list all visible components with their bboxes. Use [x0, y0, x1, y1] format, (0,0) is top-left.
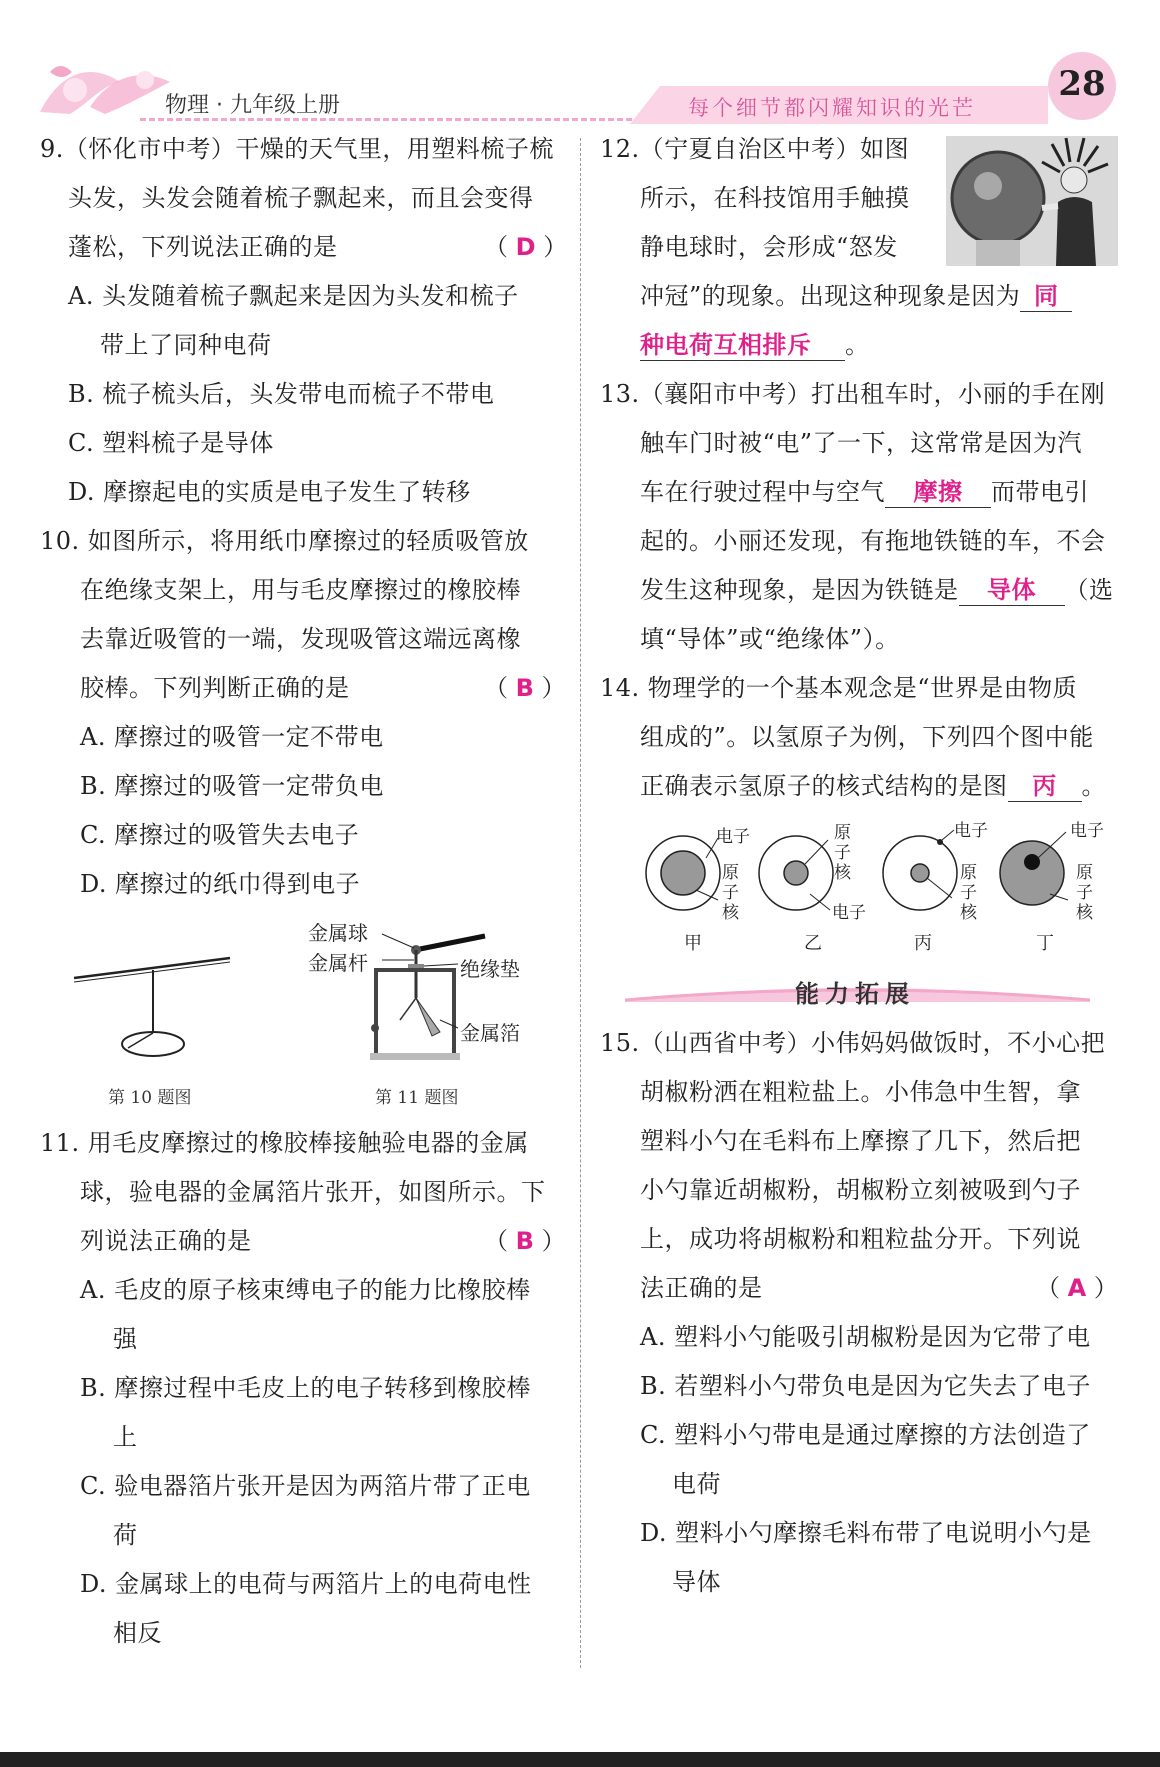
q13-line: 13.（襄阳市中考）打出租车时，小丽的手在刚: [600, 380, 1106, 408]
q14-answer: 丙: [1008, 771, 1082, 802]
atom-ding-nucleus-label-3: 核: [1076, 903, 1093, 923]
q15-option: C. 塑料小勺带电是通过摩擦的方法创造了: [640, 1421, 1091, 1449]
atom-yi-nucleus-label-2: 子: [834, 843, 851, 863]
q11-option: A. 毛皮的原子核束缚电子的能力比橡胶棒: [80, 1276, 531, 1304]
atom-bing-electron-label: 电子: [954, 821, 988, 841]
page-number: 28: [1058, 64, 1106, 104]
atom-fig-label-bing: 丙: [914, 933, 932, 954]
q13-text: 发生这种现象，是因为铁链是: [640, 576, 959, 604]
atom-jia: [646, 836, 720, 910]
q11-option: 上: [113, 1423, 138, 1451]
q12-photo-static-ball: [946, 136, 1118, 266]
column-divider: [580, 138, 581, 1668]
fig11-label-foil: 金属箔: [460, 1021, 520, 1045]
q10-answer-box: （ B ）: [484, 674, 566, 702]
q11-line: 11. 用毛皮摩擦过的橡胶棒接触验电器的金属: [40, 1129, 529, 1157]
atom-fig-label-ding: 丁: [1036, 933, 1054, 954]
q13-line-5: [640, 575, 1114, 606]
q10-line: 在绝缘支架上，用与毛皮摩擦过的橡胶棒: [80, 576, 521, 604]
q11-line: 球，验电器的金属箔片张开，如图所示。下: [80, 1178, 546, 1206]
fig10-caption: 第 10 题图: [108, 1088, 192, 1108]
q11-option: D. 金属球上的电荷与两箔片上的电荷电性: [80, 1570, 532, 1598]
q12-line-4: [640, 281, 1072, 312]
atom-yi-electron-label: 电子: [832, 903, 866, 923]
q10-answer: B: [515, 674, 534, 702]
q10-option: B. 摩擦过的吸管一定带负电: [80, 772, 384, 800]
q12-line: 静电球时，会形成“怒发: [640, 233, 898, 261]
bottom-edge-bar: [0, 1752, 1160, 1767]
fig11-caption: 第 11 题图: [375, 1088, 459, 1108]
q13-line: 起的。小丽还发现，有拖地铁链的车，不会: [640, 527, 1106, 555]
q9-line: 头发，头发会随着梳子飘起来，而且会变得: [68, 184, 534, 212]
q9-answer-box: （ D ）: [484, 233, 568, 261]
q13-text: 而带电引: [991, 478, 1089, 506]
q9-option: D. 摩擦起电的实质是电子发生了转移: [68, 478, 471, 506]
q12-end: 。: [845, 331, 870, 359]
q10-option: D. 摩擦过的纸巾得到电子: [80, 870, 361, 898]
atom-yi-nucleus-label-1: 原: [834, 823, 851, 843]
q13-line-3: [640, 477, 1089, 508]
q13-answer-1: 摩擦: [885, 477, 991, 508]
atom-bing: [883, 830, 957, 910]
q13-line: 触车门时被“电”了一下，这常常是因为汽: [640, 429, 1083, 457]
q9-answer: D: [515, 233, 536, 261]
q15-option: 导体: [672, 1568, 721, 1596]
page-number-badge: [1048, 52, 1116, 120]
fig11-label-rod: 金属杆: [308, 951, 368, 975]
atom-fig-label-yi: 乙: [804, 933, 822, 954]
q15-option: D. 塑料小勺摩擦毛料布带了电说明小勺是: [640, 1519, 1092, 1547]
q12-line: 冲冠”的现象。出现这种现象是因为: [640, 282, 1021, 310]
q11-option: B. 摩擦过程中毛皮上的电子转移到橡胶棒: [80, 1374, 531, 1402]
q11-answer: B: [515, 1227, 534, 1255]
q15-line: 法正确的是: [640, 1274, 763, 1302]
atom-jia-nucleus-label-3: 核: [722, 903, 739, 923]
atom-yi-nucleus-label-3: 核: [834, 863, 851, 883]
q13-text: 车在行驶过程中与空气: [640, 478, 885, 506]
q9-option: 带上了同种电荷: [100, 331, 272, 359]
fig10-straw-on-stand: [68, 948, 238, 1063]
atom-bing-nucleus-label-1: 原: [960, 863, 977, 883]
q13-answer-2: 导体: [959, 575, 1065, 606]
q10-option: C. 摩擦过的吸管失去电子: [80, 821, 360, 849]
q15-line: 胡椒粉洒在粗粒盐上。小伟急中生智，拿: [640, 1078, 1081, 1106]
q10-line: 10. 如图所示，将用纸巾摩擦过的轻质吸管放: [40, 527, 529, 555]
atom-ding: [1000, 832, 1068, 905]
q11-option: 相反: [113, 1619, 162, 1647]
q11-answer-box: （ B ）: [484, 1227, 566, 1255]
q10-line: 去靠近吸管的一端，发现吸管这端远离橡: [80, 625, 521, 653]
section-title: 能力拓展: [795, 980, 915, 1008]
atom-bing-nucleus-label-3: 核: [960, 903, 977, 923]
q15-line: 上，成功将胡椒粉和粗粒盐分开。下列说: [640, 1225, 1081, 1253]
q15-line: 小勺靠近胡椒粉，胡椒粉立刻被吸到勺子: [640, 1176, 1081, 1204]
header-slogan: 每个细节都闪耀知识的光芒: [688, 96, 976, 120]
q9-line: 蓬松，下列说法正确的是: [68, 233, 338, 261]
q12-answer-part2: 种电荷互相排斥: [640, 330, 845, 361]
q12-line-5: [640, 330, 870, 361]
atom-bing-nucleus-label-2: 子: [960, 883, 977, 903]
q14-end: 。: [1081, 772, 1106, 800]
q13-text: （选: [1064, 576, 1114, 604]
atom-yi: [759, 836, 833, 910]
q11-option: 荷: [113, 1521, 138, 1549]
q9-line: 9.（怀化市中考）干燥的天气里，用塑料梳子梳: [40, 135, 554, 163]
atom-ding-nucleus-label-1: 原: [1076, 863, 1093, 883]
book-title: 物理 · 九年级上册: [165, 93, 340, 118]
atom-jia-nucleus-label-1: 原: [722, 863, 739, 883]
q15-option: B. 若塑料小勺带负电是因为它失去了电子: [640, 1372, 1091, 1400]
q14-line: 14. 物理学的一个基本观念是“世界是由物质: [600, 674, 1078, 702]
atom-jia-nucleus-label-2: 子: [722, 883, 739, 903]
q14-text: 正确表示氢原子的核式结构的是图: [640, 772, 1008, 800]
q15-option: 电荷: [672, 1470, 721, 1498]
q9-option: C. 塑料梳子是导体: [68, 429, 274, 457]
q14-atom-diagrams: [640, 818, 1110, 938]
q14-line: 组成的”。以氢原子为例，下列四个图中能: [640, 723, 1094, 751]
q11-option: 强: [113, 1325, 138, 1353]
atom-ding-nucleus-label-2: 子: [1076, 883, 1093, 903]
atom-jia-electron-label: 电子: [716, 827, 750, 847]
q15-answer: A: [1067, 1274, 1087, 1302]
q11-line: 列说法正确的是: [80, 1227, 252, 1255]
fig11-label-ball: 金属球: [308, 921, 368, 945]
atom-fig-label-jia: 甲: [684, 933, 702, 954]
q9-option: B. 梳子梳头后，头发带电而梳子不带电: [68, 380, 495, 408]
q10-line: 胶棒。下列判断正确的是: [80, 674, 350, 702]
fig11-label-pad: 绝缘垫: [460, 957, 520, 981]
atom-ding-electron-label: 电子: [1070, 821, 1104, 841]
q15-line: 15.（山西省中考）小伟妈妈做饭时，不小心把: [600, 1029, 1106, 1057]
q12-answer-part1: 同: [1020, 281, 1072, 312]
q9-option: A. 头发随着梳子飘起来是因为头发和梳子: [68, 282, 519, 310]
q14-line-3: [640, 771, 1106, 802]
q15-option: A. 塑料小勺能吸引胡椒粉是因为它带了电: [640, 1323, 1091, 1351]
q10-option: A. 摩擦过的吸管一定不带电: [80, 723, 384, 751]
q15-line: 塑料小勺在毛料布上摩擦了几下，然后把: [640, 1127, 1081, 1155]
q12-line: 所示，在科技馆用手触摸: [640, 184, 910, 212]
q15-answer-box: （ A ）: [1036, 1274, 1118, 1302]
header-dashed-line: [140, 118, 650, 121]
q11-option: C. 验电器箔片张开是因为两箔片带了正电: [80, 1472, 531, 1500]
fig11-leader-lines: [370, 920, 470, 1040]
q13-line: 填“导体”或“绝缘体”）。: [640, 625, 900, 653]
q12-line: 12.（宁夏自治区中考）如图: [600, 135, 910, 163]
